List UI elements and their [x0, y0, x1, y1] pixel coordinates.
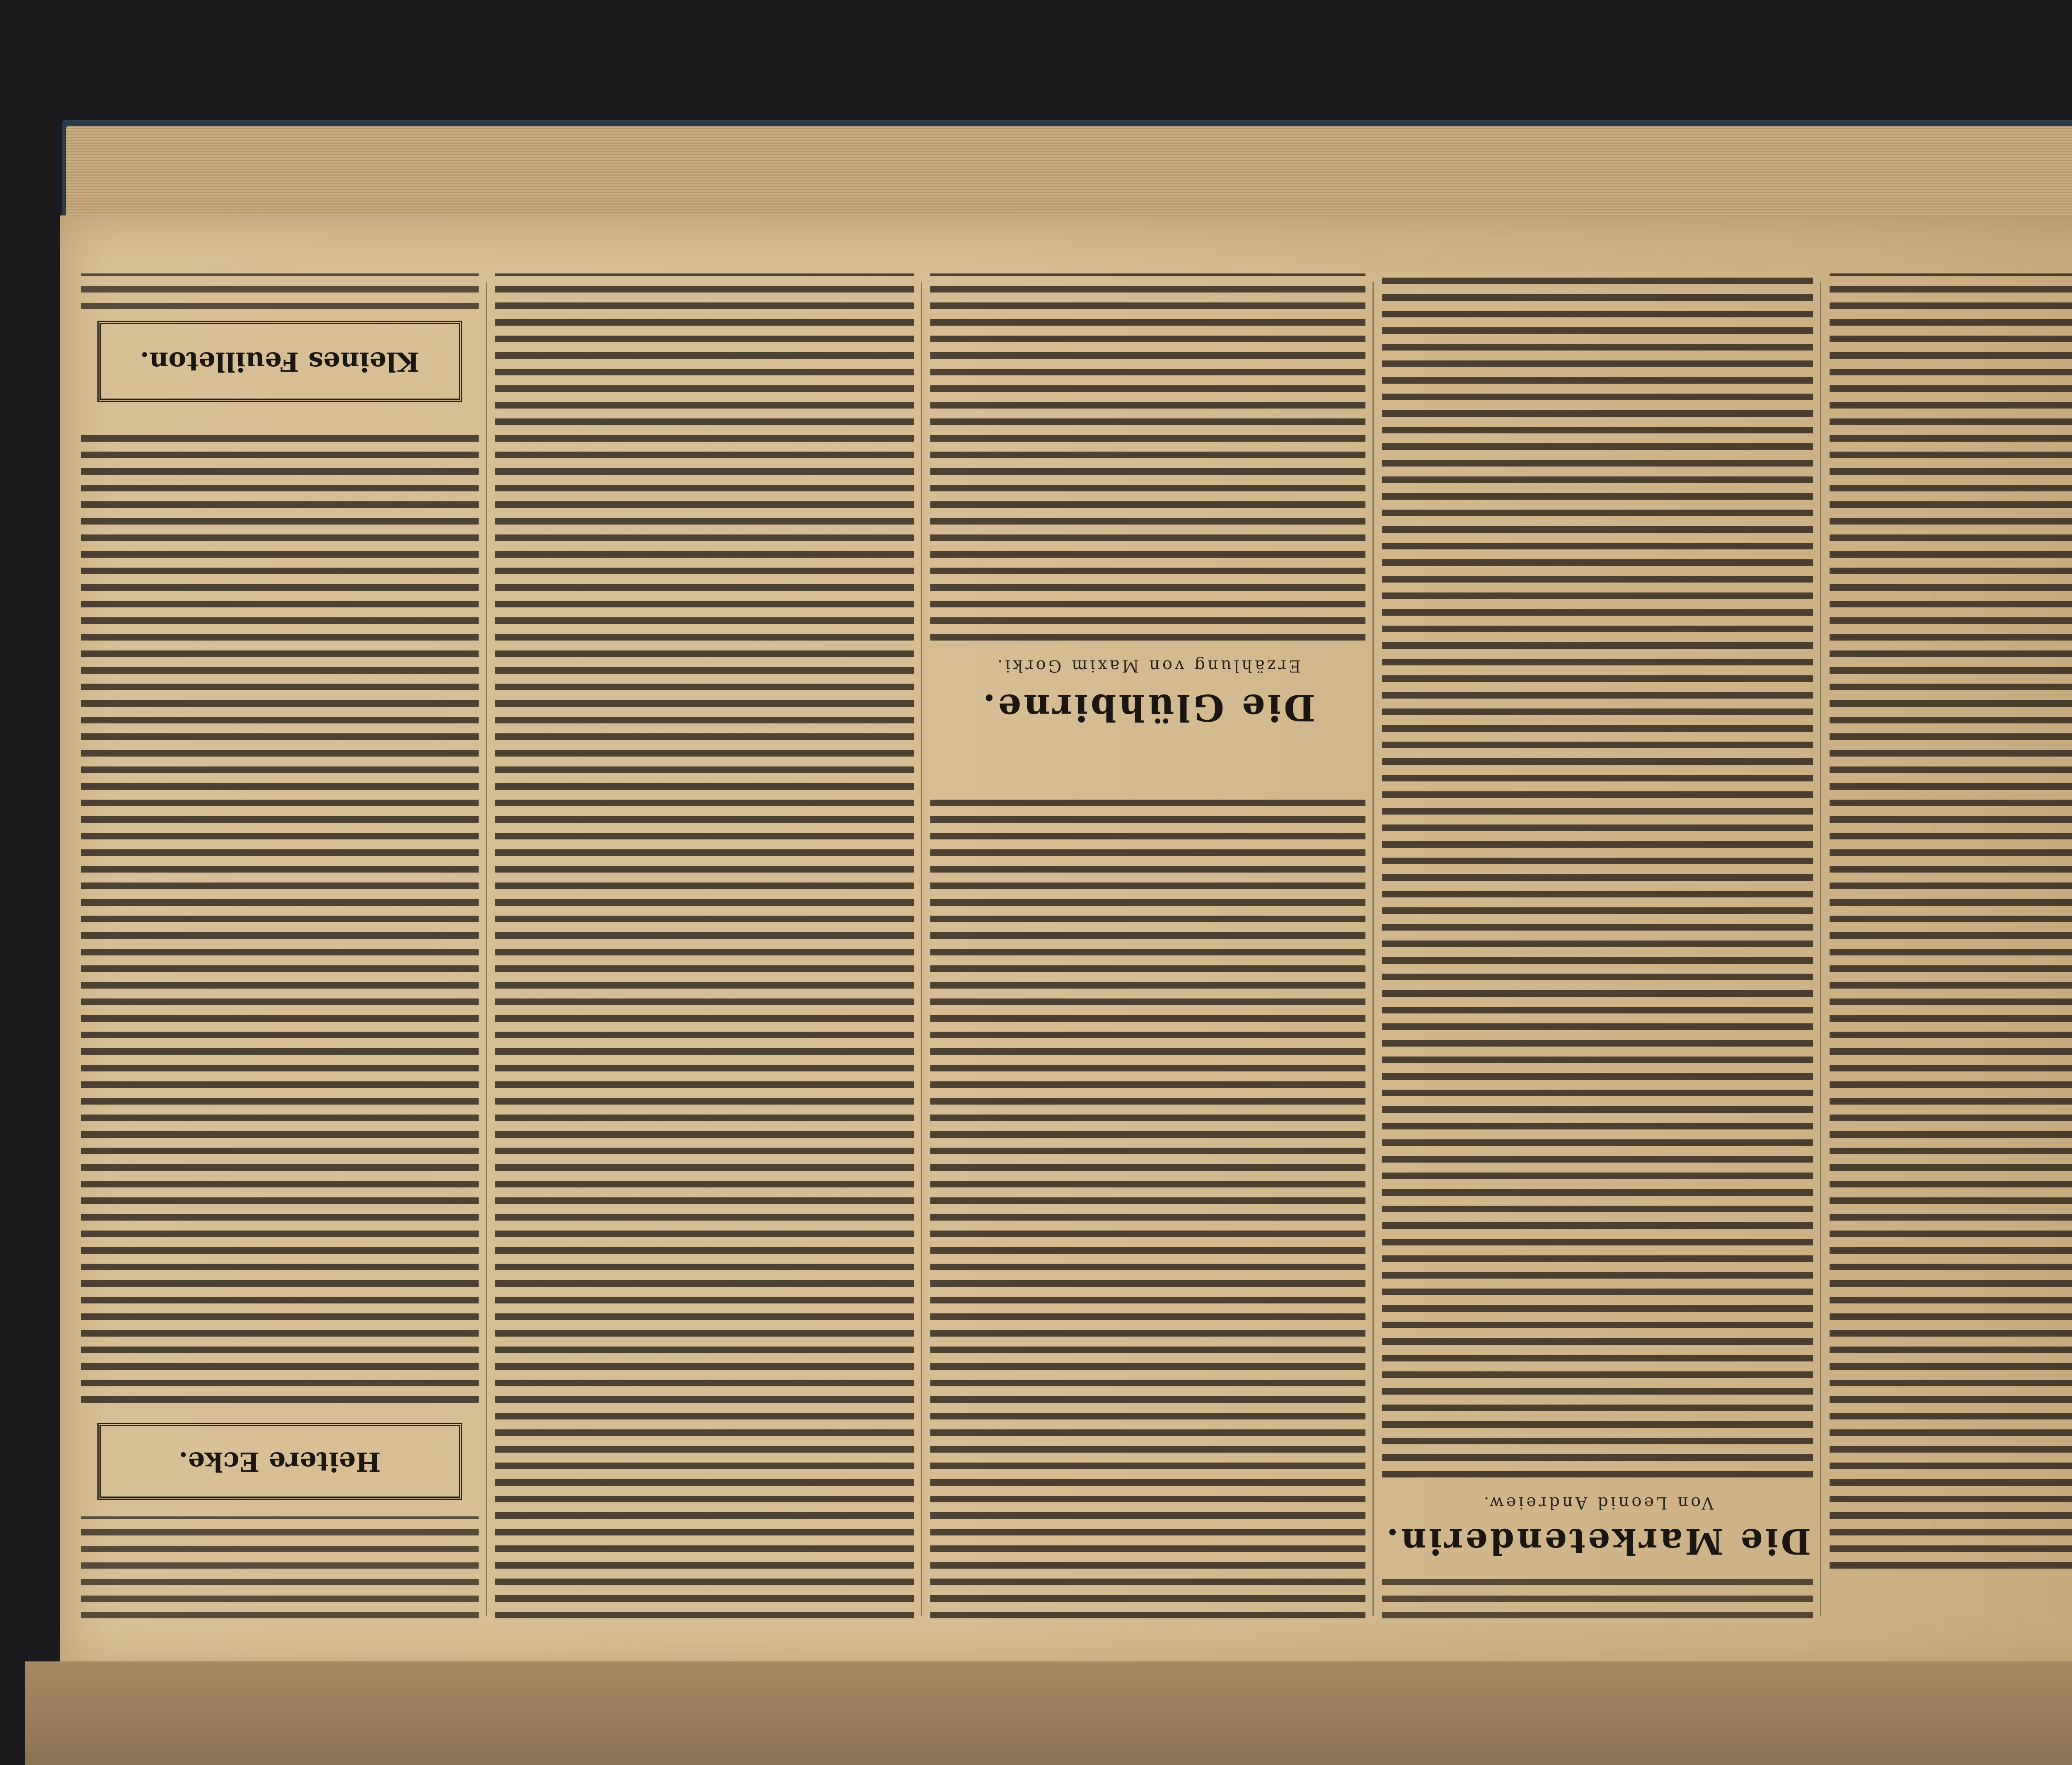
column-3-text-top: [930, 795, 1365, 1624]
column-1: [1830, 273, 2072, 1624]
column-rule: [921, 282, 922, 1616]
column-rule: [1372, 282, 1374, 1616]
section-box-heitere-ecke: [97, 1423, 462, 1500]
article-byline-marketenderin: Von Leonid Andreiew.: [1481, 1493, 1714, 1512]
column-3-text-bottom: [930, 273, 1365, 646]
section-title-kleines-feuilleton: Kleines Feuilleton.: [140, 346, 420, 377]
column-5-text-middle: [81, 431, 479, 1409]
article-title-gluehbirne: Die Glühbirne.: [980, 686, 1316, 729]
article-byline-gluehbirne: Erzählung von Maxim Gorki.: [995, 656, 1301, 675]
column-3: [930, 273, 1365, 1624]
column-rule: [1820, 282, 1821, 1616]
section-title-heitere-ecke: Heitere Ecke.: [179, 1446, 381, 1477]
article-title-marketenderin: Die Marketenderin.: [1384, 1521, 1811, 1562]
column-5: [81, 273, 479, 1624]
column-4: [495, 273, 914, 1624]
section-box-kleines-feuilleton: [97, 321, 462, 402]
column-rule: [486, 282, 487, 1616]
column-5-text-bottom: [81, 273, 479, 315]
column-4-text: [495, 273, 914, 1624]
next-page-sliver: [25, 1661, 2072, 1765]
column-2-text: [1382, 273, 1813, 1483]
column-1-text: [1830, 273, 2072, 1574]
column-2-text-top: [1382, 1574, 1813, 1624]
newspaper-page: [60, 215, 2072, 1674]
column-5-text-top: [81, 1516, 479, 1624]
page-content-rotated: [60, 215, 2072, 1674]
column-2: [1382, 273, 1813, 1624]
